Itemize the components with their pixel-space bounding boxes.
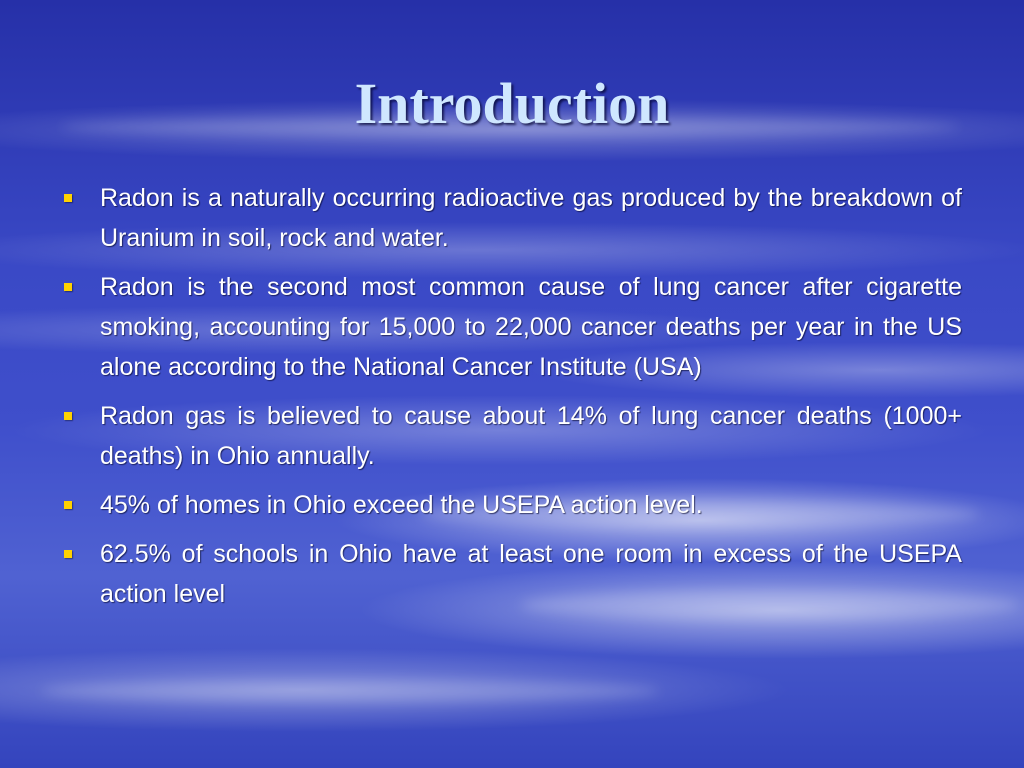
bullet-text: Radon is the second most common cause of lung cancer after cigarette smoking, accounting for 15,000 to 22,000 cancer deaths per year in the US alone according to the National Cancer Institute (USA) (100, 273, 962, 381)
square-bullet-icon (64, 194, 72, 202)
bullet-list (62, 178, 962, 623)
bullet-item (62, 396, 962, 476)
bullet-item (62, 485, 962, 525)
square-bullet-icon (64, 412, 72, 420)
bullet-item (62, 534, 962, 614)
square-bullet-icon (64, 550, 72, 558)
bullet-text: 45% of homes in Ohio exceed the USEPA action level. (100, 491, 703, 519)
slide-title: Introduction (354, 71, 670, 136)
bullet-item (62, 178, 962, 258)
bullet-text: Radon gas is believed to cause about 14% of lung cancer deaths (1000+ deaths) in Ohio annually. (100, 402, 962, 470)
bullet-text: Radon is a naturally occurring radioactive gas produced by the breakdown of Uranium in soil, rock and water. (100, 184, 962, 252)
bullet-item (62, 267, 962, 387)
background-cloud-streak (40, 680, 660, 702)
bullet-text: 62.5% of schools in Ohio have at least one room in excess of the USEPA action level (100, 540, 962, 608)
square-bullet-icon (64, 283, 72, 291)
square-bullet-icon (64, 501, 72, 509)
